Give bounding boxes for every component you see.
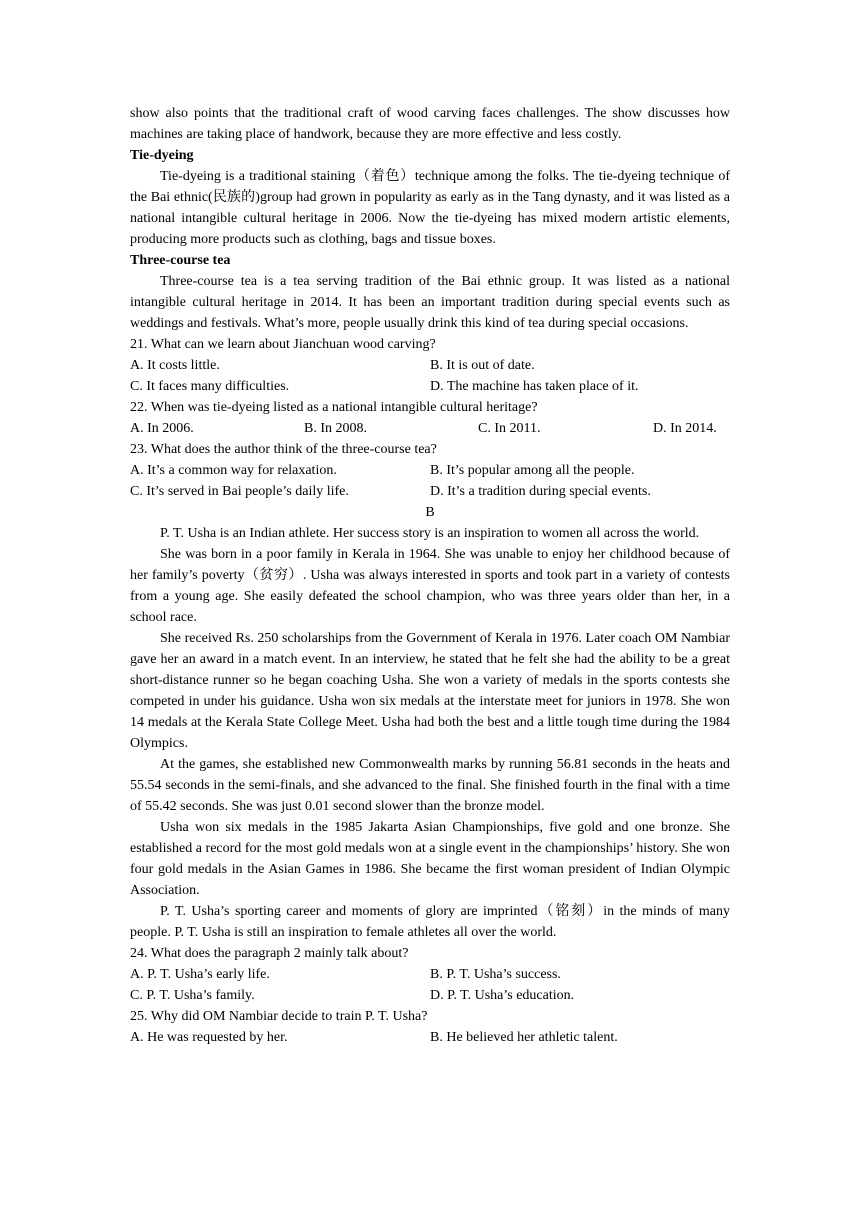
option-row bbox=[130, 964, 730, 985]
question-stem: 25. Why did OM Nambiar decide to train P. T. Usha? bbox=[130, 1009, 428, 1024]
option-d: D. P. T. Usha’s education. bbox=[430, 988, 575, 1003]
question-stem: 21. What can we learn about Jianchuan wood carving? bbox=[130, 337, 436, 352]
option-a: A. It’s a common way for relaxation. bbox=[130, 463, 337, 478]
passage-paragraph: At the games, she established new Commonwealth marks by running 56.81 seconds in the heats and 55.54 seconds in the semi-finals, and she advanced to the final. She finished fourth in the final with a time of 55.42 seconds. She was just 0.01 second slower than the bronze model. bbox=[130, 757, 730, 814]
question-stem: 22. When was tie-dyeing listed as a national intangible cultural heritage? bbox=[130, 400, 538, 415]
option-d: D. The machine has taken place of it. bbox=[430, 379, 639, 394]
option-b: B. It is out of date. bbox=[430, 358, 535, 373]
option-row bbox=[130, 1027, 730, 1048]
option-c: C. In 2011. bbox=[478, 421, 541, 436]
intro-paragraph: show also points that the traditional craft of wood carving faces challenges. The show discusses how machines are taking place of handwork, because they are more effective and less costly. bbox=[130, 106, 730, 142]
option-a: A. P. T. Usha’s early life. bbox=[130, 967, 270, 982]
document-page bbox=[130, 103, 730, 1048]
passage-paragraph: Usha won six medals in the 1985 Jakarta Asian Championships, five gold and one bronze. She established a record for the most gold medals won at a single event in the championships’ history. She won four gold medals in the Asian Games in 1986. She became the first woman president of Indian Olympic Association. bbox=[130, 820, 730, 898]
option-row bbox=[130, 481, 730, 502]
passage-paragraph: P. T. Usha is an Indian athlete. Her success story is an inspiration to women all across the world. bbox=[160, 526, 700, 541]
option-row bbox=[130, 418, 730, 439]
option-a: A. He was requested by her. bbox=[130, 1030, 288, 1045]
option-c: C. It’s served in Bai people’s daily life. bbox=[130, 484, 349, 499]
option-b: B. He believed her athletic talent. bbox=[430, 1030, 618, 1045]
option-b: B. P. T. Usha’s success. bbox=[430, 967, 561, 982]
tie-dyeing-paragraph: Tie-dyeing is a traditional staining（着色）technique among the folks. The tie-dyeing technique of the Bai ethnic(民族的)group had grown in popularity as early as in the Tang dynasty, and it was listed as a national intangible cultural heritage in 2006. Now the tie-dyeing has mixed modern artistic elements, producing more products such as clothing, bags and tissue boxes. bbox=[130, 169, 730, 247]
three-course-tea-heading: Three-course tea bbox=[130, 253, 231, 268]
section-label: B bbox=[425, 505, 435, 520]
question-stem: 23. What does the author think of the three-course tea? bbox=[130, 442, 437, 457]
option-row bbox=[130, 376, 730, 397]
option-d: D. In 2014. bbox=[653, 421, 717, 436]
option-c: C. P. T. Usha’s family. bbox=[130, 988, 255, 1003]
option-b: B. It’s popular among all the people. bbox=[430, 463, 635, 478]
option-row bbox=[130, 355, 730, 376]
passage-paragraph: She was born in a poor family in Kerala in 1964. She was unable to enjoy her childhood because of her family’s poverty（贫穷）. Usha was always interested in sports and took part in a variety of contests from a young age. She easily defeated the school champion, who was three years older than her, in a school race. bbox=[130, 547, 730, 625]
option-c: C. It faces many difficulties. bbox=[130, 379, 290, 394]
passage-paragraph: P. T. Usha’s sporting career and moments of glory are imprinted（铭刻）in the minds of many people. P. T. Usha is still an inspiration to female athletes all over the world. bbox=[130, 904, 730, 940]
passage-paragraph: She received Rs. 250 scholarships from the Government of Kerala in 1976. Later coach OM Nambiar gave her an award in a match event. In an interview, he stated that he felt she had the ability to be a great short-distance runner so he began coaching Usha. She won a variety of medals in the sports contests she competed in under his guidance. Usha won six medals at the interstate meet for juniors in 1978. She won 14 medals at the Kerala State College Meet. Usha had both the best and a little tough time during the 1984 Olympics. bbox=[130, 631, 730, 751]
tie-dyeing-heading: Tie-dyeing bbox=[130, 148, 194, 163]
option-row bbox=[130, 460, 730, 481]
option-a: A. In 2006. bbox=[130, 421, 194, 436]
option-b: B. In 2008. bbox=[304, 421, 367, 436]
option-d: D. It’s a tradition during special events. bbox=[430, 484, 651, 499]
option-row bbox=[130, 985, 730, 1006]
three-course-tea-paragraph: Three-course tea is a tea serving tradition of the Bai ethnic group. It was listed as a national intangible cultural heritage in 2014. It has been an important tradition during special events such as weddings and festivals. What’s more, people usually drink this kind of tea during special occasions. bbox=[130, 274, 730, 331]
option-a: A. It costs little. bbox=[130, 358, 220, 373]
question-stem: 24. What does the paragraph 2 mainly talk about? bbox=[130, 946, 409, 961]
